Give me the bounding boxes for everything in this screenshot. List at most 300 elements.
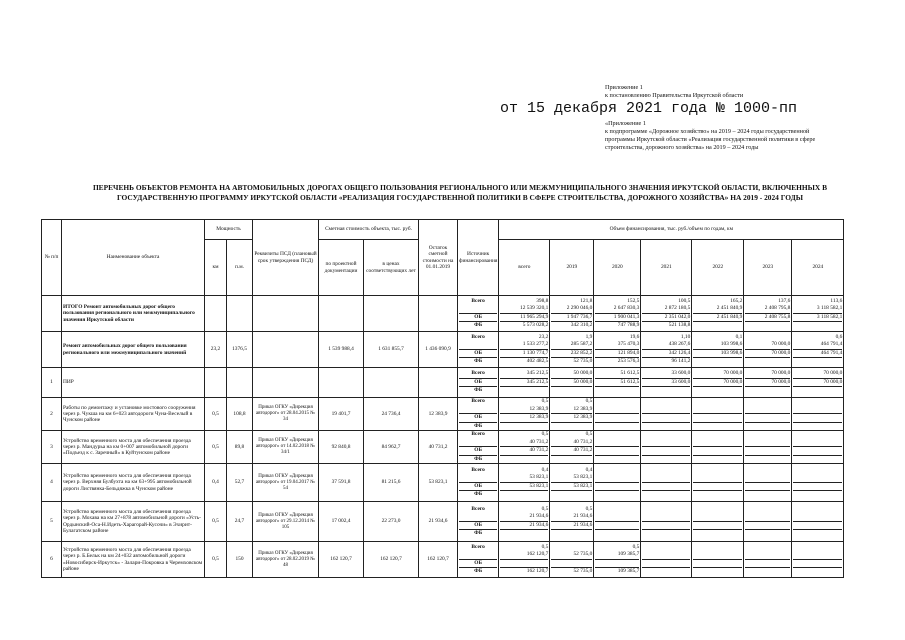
funding-value	[693, 414, 742, 423]
object-name: ИТОГО Ремонт автомобильных дорог общего пользования регионального или межмуниципального значения Иркутской области	[62, 296, 205, 332]
funding-value: 109 385,7	[595, 551, 639, 560]
funding-cell	[499, 502, 550, 542]
funding-value	[745, 513, 790, 522]
funding-cell	[692, 398, 744, 431]
funding-value: 12 383,9	[500, 414, 548, 423]
funding-value: 21 934,6	[551, 513, 592, 522]
funding-cell	[792, 398, 844, 431]
funding-value: 40 731,2	[500, 439, 548, 448]
funding-value	[745, 358, 790, 366]
object-name: ПИР	[62, 368, 205, 398]
estimate-current	[364, 296, 419, 332]
funding-value	[642, 447, 690, 456]
funding-value	[793, 560, 842, 569]
financing-type-label	[459, 513, 497, 522]
funding-value: 1 947 736,7	[551, 314, 592, 323]
funding-value	[745, 322, 790, 330]
financing-type-label: ФБ	[474, 530, 483, 536]
object-name: Устройство временного моста для обеспечения проезда через р. Б.Бельк на км 24+032 автомобильной дороги «Новосибирск-Иркутск» - Залари-Покровка в Черемховском районе	[62, 542, 205, 578]
row-number	[42, 332, 62, 368]
funding-value	[500, 491, 548, 499]
funding-value: 70 000,0	[793, 370, 842, 379]
funding-value	[595, 467, 639, 475]
funding-value	[642, 423, 690, 431]
funding-value: 70 000,0	[745, 341, 790, 350]
financing-type-label: ОБ	[459, 522, 497, 531]
funding-value: 21 934,6	[500, 513, 548, 522]
col-est-project-header: по проектной документации	[319, 240, 364, 296]
funding-cell	[792, 431, 844, 464]
funding-value	[693, 506, 742, 514]
design-docs	[253, 368, 319, 398]
design-docs: Приказ ОГКУ «Дирекция автодорог» от 28.04.2015 № 34	[253, 398, 319, 431]
funding-value: 3 118 582,1	[793, 314, 842, 323]
funding-value	[642, 506, 690, 514]
col-year-header: 2019	[550, 240, 594, 296]
funding-value: 375 470,3	[595, 341, 639, 350]
design-docs	[253, 296, 319, 332]
funding-value: 40 731,2	[551, 447, 592, 456]
funding-value: 33 600,0	[642, 379, 690, 388]
financing-source-cell	[458, 431, 499, 464]
funding-value: 70 000,0	[745, 370, 790, 379]
funding-value: 21 934,6	[500, 522, 548, 531]
financing-type-label	[459, 406, 497, 415]
funding-value	[595, 431, 639, 439]
financing-type-label: ОБ	[459, 414, 497, 423]
annex-text-1: к подпрограмме «Дорожное хозяйство» на 2019 – 2024 годы государственной	[605, 128, 810, 135]
funding-value: 109 385,7	[617, 568, 640, 574]
capacity-km	[205, 368, 227, 398]
funding-cell	[594, 332, 641, 368]
funding-cell	[744, 431, 792, 464]
object-name: Устройство временного моста для обеспечения проезда через р. Мандурьа на км 0+007 автомобильной дороги «Подъезд к с. Заречный» в Куйтунском районе	[62, 431, 205, 464]
col-year-header: 2023	[744, 240, 792, 296]
funding-value	[693, 544, 742, 552]
financing-type-label: ФБ	[474, 387, 483, 394]
funding-value	[500, 423, 548, 431]
financing-type-label: Всего	[471, 431, 485, 437]
annex-text-3: строительства, дорожного хозяйства» на 2019 – 2024 годы	[605, 144, 759, 151]
funding-value: 253 576,3	[617, 358, 640, 364]
estimate-current: 22 273,0	[364, 502, 419, 542]
funding-value: 70 000,0	[745, 379, 790, 388]
funding-value	[595, 530, 639, 538]
funding-value	[642, 467, 690, 475]
table-row	[42, 542, 844, 578]
funding-value: 1 533 277,2	[500, 341, 548, 350]
financing-type-label	[459, 341, 497, 350]
financing-type-label: Всего	[471, 466, 485, 473]
funding-cell	[744, 368, 792, 398]
financing-type-label: ОБ	[459, 483, 497, 492]
col-estimate-header: Сметная стоимость объекта, тыс. руб.	[319, 220, 419, 240]
funding-value	[642, 439, 690, 448]
object-name: Работы по демонтажу и установке мостового сооружения через р. Чукша на км 6+023 автодороги Чуна-Веселый в Чунском районе	[62, 398, 205, 431]
estimate-project	[319, 296, 364, 332]
funding-cell	[594, 464, 641, 502]
col-name-header: Наименование объекта	[62, 220, 205, 296]
funding-cell	[744, 502, 792, 542]
financing-type-label	[459, 551, 497, 560]
estimate-current: 84 962,7	[364, 431, 419, 464]
funding-value: 121 894,0	[595, 350, 639, 359]
funding-value: 0,6	[835, 333, 843, 340]
funding-cell	[550, 368, 594, 398]
estimate-project: 1 539 988,4	[319, 332, 364, 368]
funding-value	[642, 530, 690, 538]
row-number: 5	[42, 502, 62, 542]
remaining-cost: 21 934,6	[419, 502, 458, 542]
object-name: Устройство временного моста для обеспечения проезда через р. Мохава на км 27+878 автомобильной дороги «Усть-Ордынский-Оса-Н.Идеть-Харагорай-Кусочи» в Эхирит-Булагатском районе	[62, 502, 205, 542]
funding-value	[693, 491, 742, 499]
funding-value	[551, 423, 592, 431]
col-year-header: 2024	[792, 240, 844, 296]
funding-value: 1 900 041,3	[595, 314, 639, 323]
funding-value	[551, 560, 592, 569]
funding-value	[745, 530, 790, 538]
col-total-header: всего	[499, 240, 550, 296]
remaining-cost: 1 436 090,9	[419, 332, 458, 368]
funding-value	[793, 513, 842, 522]
funding-value	[745, 431, 790, 439]
funding-value	[595, 456, 639, 464]
funding-cell	[641, 368, 692, 398]
funding-value: 137,6	[778, 297, 791, 304]
funding-value	[595, 398, 639, 406]
funding-value	[642, 491, 690, 499]
financing-source-cell	[458, 502, 499, 542]
funding-value	[551, 456, 592, 464]
funding-value	[793, 483, 842, 492]
row-number	[42, 296, 62, 332]
funding-value: 50 000,0	[551, 370, 592, 379]
funding-value: 53 823,1	[500, 474, 548, 483]
funding-value	[793, 431, 842, 439]
funding-value	[793, 474, 842, 483]
funding-cell	[594, 431, 641, 464]
funding-value	[793, 491, 842, 499]
document-title	[60, 183, 860, 203]
funding-value: 521 138,8	[668, 322, 691, 328]
funding-value	[693, 322, 742, 330]
funding-cell	[594, 542, 641, 578]
capacity-pm: 52,7	[227, 464, 253, 502]
funding-value: 121,8	[580, 297, 593, 304]
financing-source-cell	[458, 464, 499, 502]
financing-type-label: Всего	[471, 398, 485, 404]
object-name: Устройство временного моста для обеспечения проезда через р. Верхняя Булбухта на км 63+995 автомобильной дороги Листвянка-Бельдяжка в Чунском районе	[62, 464, 205, 502]
capacity-km: 0,5	[205, 502, 227, 542]
funding-cell	[499, 296, 550, 332]
financing-type-label: ФБ	[474, 568, 483, 574]
funding-value: 103 998,6	[693, 341, 742, 350]
funding-value: 12 539 320,1	[500, 305, 548, 314]
funding-value: 5 573 028,2	[522, 322, 549, 328]
funding-cell	[499, 431, 550, 464]
funding-value	[693, 513, 742, 522]
financing-type-label: ФБ	[474, 422, 483, 429]
funding-value: 165,2	[730, 297, 743, 304]
funding-value: 0,5	[541, 505, 549, 512]
capacity-pm	[227, 368, 253, 398]
funding-value	[642, 398, 690, 406]
funding-value	[642, 551, 690, 560]
funding-value	[693, 447, 742, 456]
funding-value	[693, 423, 742, 431]
funding-value: 464 791,4	[793, 341, 842, 350]
funding-value: 438 267,6	[642, 341, 690, 350]
financing-type-label: Всего	[471, 543, 485, 550]
funding-value: 0,4	[585, 466, 593, 473]
funding-value	[793, 414, 842, 423]
row-number: 2	[42, 398, 62, 431]
funding-value: 52 735,0	[573, 568, 593, 574]
col-funding-header: Объем финансирования, тыс. руб./объем по годам, км	[499, 220, 844, 240]
estimate-project: 92 840,8	[319, 431, 364, 464]
funding-cell	[792, 332, 844, 368]
resolution-label: к постановлению Правительства Иркутской области	[605, 92, 744, 99]
funding-value: 0,4	[541, 466, 549, 473]
funding-value: 0,5	[585, 431, 593, 437]
funding-value: 1,9	[585, 333, 593, 340]
funding-value	[793, 506, 842, 514]
funding-value	[595, 447, 639, 456]
funding-value	[745, 456, 790, 464]
funding-cell	[692, 368, 744, 398]
funding-value	[595, 506, 639, 514]
table-row	[42, 398, 844, 431]
funding-value	[500, 560, 548, 569]
capacity-km: 0,5	[205, 398, 227, 431]
funding-value	[745, 522, 790, 531]
table-row	[42, 431, 844, 464]
design-docs: Приказ ОГКУ «Дирекция автодорог» от 19.04.2017 № 54	[253, 464, 319, 502]
capacity-km: 0,5	[205, 431, 227, 464]
funding-value: 50 000,0	[551, 379, 592, 388]
financing-type-label: ОБ	[459, 314, 497, 323]
estimate-project	[319, 368, 364, 398]
funding-value	[745, 551, 790, 560]
funding-value	[595, 439, 639, 448]
funding-value	[642, 483, 690, 492]
estimate-project: 17 002,4	[319, 502, 364, 542]
table-row	[42, 332, 844, 368]
funding-value: 2 451 840,9	[693, 305, 742, 314]
funding-value	[793, 568, 842, 576]
col-year-header: 2022	[692, 240, 744, 296]
funding-value	[642, 414, 690, 423]
funding-value	[595, 483, 639, 492]
funding-value	[793, 467, 842, 475]
funding-value	[642, 474, 690, 483]
estimate-current: 1 631 855,7	[364, 332, 419, 368]
funding-value: 103 998,6	[693, 350, 742, 359]
funding-cell	[792, 368, 844, 398]
funding-value: 2 872 180,5	[642, 305, 690, 314]
funding-value	[693, 387, 742, 395]
financing-source-cell	[458, 398, 499, 431]
funding-cell	[792, 542, 844, 578]
funding-value: 0,1	[735, 333, 743, 340]
funding-value: 2 408 795,8	[745, 305, 790, 314]
funding-value: 398,8	[536, 297, 549, 304]
funding-value	[595, 406, 639, 415]
row-number: 4	[42, 464, 62, 502]
funding-value	[745, 474, 790, 483]
funding-value: 12 383,9	[551, 414, 592, 423]
funding-value: 113,6	[830, 297, 843, 304]
financing-type-label: ОБ	[459, 560, 497, 569]
funding-value	[793, 544, 842, 552]
funding-value: 51 612,5	[595, 379, 639, 388]
financing-source-cell	[458, 332, 499, 368]
funding-value	[551, 491, 592, 499]
financing-type-label: ОБ	[459, 447, 497, 456]
funding-value	[793, 423, 842, 431]
funding-cell	[499, 542, 550, 578]
funding-value	[793, 358, 842, 366]
funding-cell	[744, 464, 792, 502]
col-year-header: 2020	[594, 240, 641, 296]
funding-value: 21 934,6	[551, 522, 592, 531]
funding-value	[693, 431, 742, 439]
funding-value: 0,5	[632, 543, 640, 550]
funding-value: 52 735,0	[551, 551, 592, 560]
funding-value	[793, 322, 842, 330]
row-number: 1	[42, 368, 62, 398]
funding-value	[793, 456, 842, 464]
object-name: Ремонт автомобильных дорог общего пользования регионального или межмуниципального значений	[62, 332, 205, 368]
funding-value	[745, 334, 790, 342]
financing-type-label: ФБ	[474, 322, 483, 328]
remaining-cost	[419, 296, 458, 332]
funding-value: 2 351 042,0	[642, 314, 690, 323]
funding-value: 232 852,2	[551, 350, 592, 359]
funding-cell	[499, 398, 550, 431]
financing-type-label: Всего	[471, 297, 485, 304]
funding-cell	[594, 296, 641, 332]
funding-cell	[641, 542, 692, 578]
table-row	[42, 368, 844, 398]
design-docs	[253, 332, 319, 368]
col-pm-header: п.м.	[227, 240, 253, 296]
financing-type-label	[459, 439, 497, 448]
funding-value	[693, 522, 742, 531]
funding-cell	[641, 431, 692, 464]
funding-value	[693, 530, 742, 538]
funding-value	[595, 474, 639, 483]
funding-value	[745, 467, 790, 475]
funding-value: 70 000,0	[693, 370, 742, 379]
funding-cell	[792, 502, 844, 542]
funding-value: 40 731,2	[500, 447, 548, 456]
funding-value: 342 310,2	[570, 322, 593, 328]
funding-cell	[550, 398, 594, 431]
capacity-pm: 108,8	[227, 398, 253, 431]
funding-value	[693, 568, 742, 576]
financing-type-label	[459, 305, 497, 314]
funding-value: 0,5	[541, 543, 549, 550]
funding-value: 53 823,1	[551, 483, 592, 492]
funding-value: 464 791,4	[793, 350, 842, 359]
funding-value: 402 482,5	[526, 358, 549, 364]
financing-source-cell	[458, 296, 499, 332]
financing-type-label	[459, 474, 497, 483]
funding-value	[745, 483, 790, 492]
appendix-label: Приложение 1	[605, 84, 643, 91]
capacity-pm: 150	[227, 542, 253, 578]
financing-type-label: Всего	[459, 370, 497, 379]
funding-value: 2 647 830,3	[595, 305, 639, 314]
funding-cell	[594, 502, 641, 542]
funding-value: 51 612,5	[595, 370, 639, 379]
funding-cell	[744, 332, 792, 368]
funding-cell	[499, 332, 550, 368]
col-year-header: 2021	[641, 240, 692, 296]
funding-cell	[550, 296, 594, 332]
funding-value: 70 000,0	[793, 379, 842, 388]
col-capacity-header: Мощность	[205, 220, 253, 240]
financing-type-label: Всего	[471, 333, 485, 340]
funding-value: 345 212,5	[500, 379, 548, 388]
funding-value	[595, 513, 639, 522]
funding-cell	[499, 464, 550, 502]
funding-value	[642, 544, 690, 552]
funding-value	[793, 406, 842, 415]
funding-value: 285 587,2	[551, 341, 592, 350]
funding-value	[642, 406, 690, 415]
funding-value	[745, 423, 790, 431]
funding-value	[793, 530, 842, 538]
funding-value: 162 120,7	[500, 551, 548, 560]
title-line-2: ГОСУДАРСТВЕННУЮ ПРОГРАММУ ИРКУТСКОЙ ОБЛАСТИ «РЕАЛИЗАЦИЯ ГОСУДАРСТВЕННОЙ ПОЛИТИКИ В СФЕРЕ СТРОИТЕЛЬСТВА, ДОРОЖНОГО ХОЗЯЙСТВА» НА 2019 - 2024 ГОДЫ	[117, 193, 803, 202]
funding-value: 70 000,0	[693, 379, 742, 388]
funding-value	[693, 467, 742, 475]
funding-value: 53 823,1	[551, 474, 592, 483]
capacity-km: 0,4	[205, 464, 227, 502]
funding-value: 162 120,7	[526, 568, 549, 574]
funding-value: 0,5	[541, 431, 549, 437]
estimate-project: 162 120,7	[319, 542, 364, 578]
title-line-1: ПЕРЕЧЕНЬ ОБЪЕКТОВ РЕМОНТА НА АВТОМОБИЛЬНЫХ ДОРОГАХ ОБЩЕГО ПОЛЬЗОВАНИЯ РЕГИОНАЛЬНОГО ИЛИ МЕЖМУНИЦИПАЛЬНОГО ЗНАЧЕНИЯ ИРКУТСКОЙ ОБЛАСТИ, ВКЛЮЧЕННЫХ В	[92, 183, 828, 192]
funding-value: 12 383,9	[500, 406, 548, 415]
design-docs: Приказ ОГКУ «Дирекция автодорог» от 14.02.2018 № 34/1	[253, 431, 319, 464]
funding-value: 96 141,2	[671, 358, 691, 364]
table-row	[42, 296, 844, 332]
funding-value: 70 000,0	[745, 350, 790, 359]
funding-cell	[692, 296, 744, 332]
financing-type-label: ФБ	[474, 455, 483, 462]
funding-value	[642, 387, 690, 395]
col-est-current-header: в ценах соответствующих лет	[364, 240, 419, 296]
funding-cell	[692, 502, 744, 542]
funding-value	[793, 387, 842, 395]
col-design-header: Реквизиты ПСД (плановый срок утверждения ПСД)	[253, 220, 319, 296]
funding-value: 747 788,9	[617, 322, 640, 328]
funding-value: 3 118 582,1	[793, 305, 842, 314]
funding-value	[693, 551, 742, 560]
funding-value	[595, 560, 639, 569]
funding-value	[745, 506, 790, 514]
estimate-project: 19 401,7	[319, 398, 364, 431]
remaining-cost: 53 823,1	[419, 464, 458, 502]
funding-cell	[641, 464, 692, 502]
capacity-km: 23,2	[205, 332, 227, 368]
funding-value	[693, 406, 742, 415]
col-remaining-header: Остаток сметной стоимости на 01.01.2019	[419, 220, 458, 296]
funding-value	[595, 491, 639, 499]
